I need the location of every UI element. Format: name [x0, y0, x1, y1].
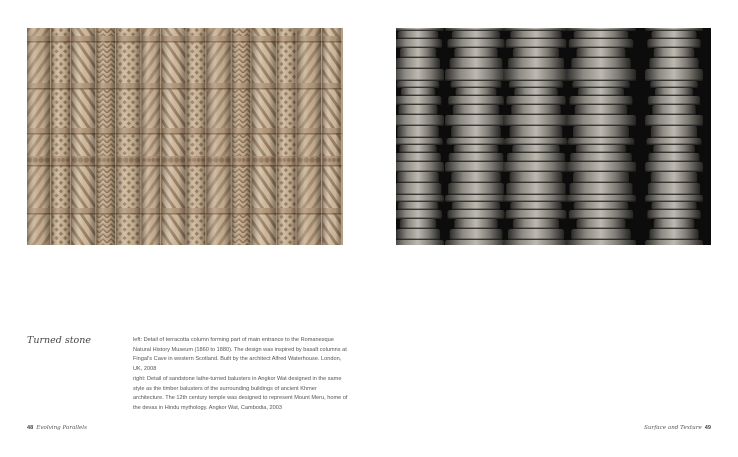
caption-right-text: right: Detail of sandstone lathe-turned balusters in Angkor Wat designed in the same style as the timber balusters of the surrounding buildings of ancient Khmer architecture. The 12th century temple was designed to represent Mount Meru, home of the devas in Hindu mythology. Angkor Wat, Cambodia, 2003 — [133, 376, 348, 411]
terracotta-column — [51, 28, 71, 245]
terracotta-columns-photo — [27, 28, 343, 245]
terracotta-column — [27, 28, 51, 245]
section-title: Turned stone — [27, 335, 91, 346]
terracotta-column — [251, 28, 277, 245]
terracotta-column — [116, 28, 142, 245]
terracotta-columns-image — [27, 28, 343, 245]
terracotta-column — [71, 28, 97, 245]
caption-left-text: left: Detail of terracotta column forming part of main entrance to the Romanesque Natural History Museum (1860 to 1880). The design was inspired by basalt columns at Fingal's Cave in western Scotland. Built by the architect Alfred Waterhouse. London, UK, 2008 — [133, 337, 347, 372]
terracotta-column — [277, 28, 297, 245]
stone-balusters-image — [396, 28, 711, 245]
stone-baluster — [503, 28, 569, 245]
stone-baluster — [645, 28, 703, 245]
terracotta-column — [206, 28, 232, 245]
caption-left-photo — [133, 336, 348, 374]
page-number-right: 49 — [704, 425, 711, 431]
stone-baluster — [396, 28, 444, 245]
running-head-left: Evolving Parallels — [36, 425, 87, 431]
caption-right-photo — [133, 375, 348, 413]
terracotta-column — [322, 28, 342, 245]
terracotta-column — [141, 28, 161, 245]
folio-right — [641, 425, 711, 431]
folio-left — [27, 425, 90, 431]
right-page — [369, 0, 738, 457]
stone-baluster — [445, 28, 507, 245]
terracotta-column — [186, 28, 206, 245]
page-number-left: 48 — [27, 425, 34, 431]
stone-balusters-photo — [396, 28, 711, 245]
stone-baluster — [566, 28, 636, 245]
terracotta-column — [231, 28, 251, 245]
terracotta-column — [161, 28, 187, 245]
terracotta-column — [96, 28, 116, 245]
terracotta-column — [296, 28, 322, 245]
running-head-right: Surface and Texture — [644, 425, 702, 431]
